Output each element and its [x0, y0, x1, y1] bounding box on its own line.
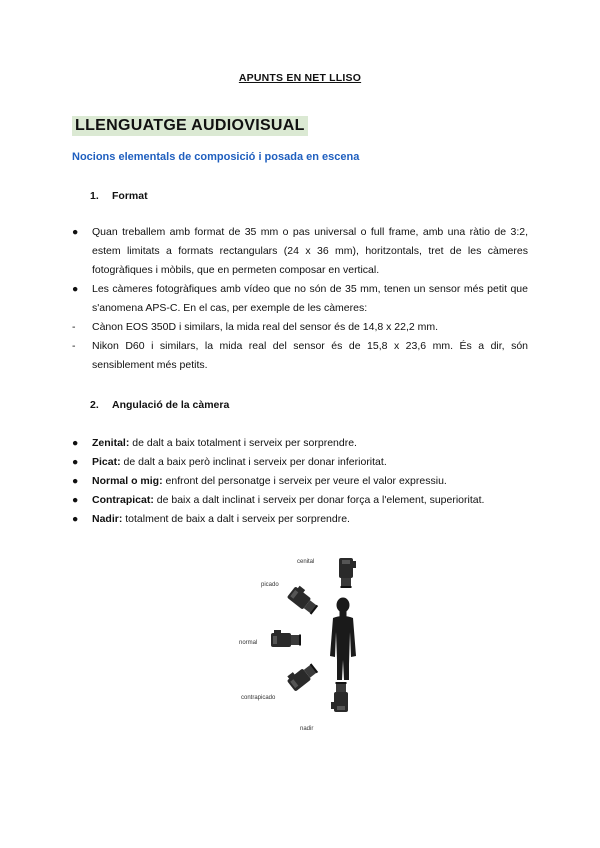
list-item-text: Cànon EOS 350D i similars, la mida real del sensor és de 14,8 x 22,2 mm. [92, 321, 439, 333]
list-item [72, 491, 528, 510]
list-item-text: Les càmeres fotogràfiques amb vídeo que no són de 35 mm, tenen un sensor més petit que s'anomena APS-C. En el cas, per exemple de les càmeres: [92, 283, 528, 314]
dash-marker: - [72, 340, 76, 352]
camera-icon-nadir [331, 682, 348, 712]
list-item [72, 434, 528, 453]
section-2-number: 2. [90, 399, 99, 411]
definition: de dalt a baix però inclinat i serveix per donar inferioritat. [120, 456, 387, 468]
bullet-marker: ● [72, 437, 79, 449]
definition: enfront del personatge i serveix per veure el valor expressiu. [162, 475, 447, 487]
section-1-number: 1. [90, 190, 99, 202]
term: Nadir: [92, 513, 123, 525]
bullet-marker: ● [72, 456, 79, 468]
section-2-heading [90, 399, 229, 411]
bullet-marker: ● [72, 475, 79, 487]
term: Contrapicat: [92, 494, 154, 506]
term: Zenital: [92, 437, 130, 449]
camera-angles-figure [233, 548, 367, 734]
person-silhouette [330, 598, 356, 681]
list-item [72, 337, 528, 375]
list-item [72, 453, 528, 472]
list-item [72, 472, 528, 491]
definition: totalment de baix a dalt i serveix per sorprendre. [122, 513, 350, 525]
bullet-marker: ● [72, 494, 79, 506]
camera-icon-cenital [339, 558, 356, 588]
section-2-list [72, 434, 528, 529]
bullet-marker: ● [72, 283, 79, 295]
dash-marker: - [72, 321, 76, 333]
term: Picat: [92, 456, 121, 468]
camera-icon-contrapicado [285, 660, 319, 692]
list-item [72, 318, 528, 337]
label-picado: picado [261, 582, 279, 588]
section-1-heading [90, 190, 148, 202]
list-item [72, 280, 528, 318]
page-subtitle: Nocions elementals de composició i posada en escena [72, 151, 360, 163]
section-1-title: Format [112, 190, 148, 202]
section-1-list [72, 223, 528, 375]
label-cenital: cenital [297, 559, 315, 565]
camera-icon-normal [271, 630, 301, 647]
list-item [72, 510, 528, 529]
section-2-title: Angulació de la càmera [112, 399, 230, 411]
camera-icon-picado [287, 584, 321, 616]
label-normal: normal [239, 640, 258, 646]
list-item-text: Nikon D60 i similars, la mida real del sensor és de 15,8 x 23,6 mm. És a dir, són sensiblement més petits. [92, 340, 528, 371]
bullet-marker: ● [72, 513, 79, 525]
list-item [72, 223, 528, 280]
definition: de baix a dalt inclinat i serveix per donar força a l'element, superioritat. [153, 494, 485, 506]
definition: de dalt a baix totalment i serveix per sorprendre. [129, 437, 357, 449]
bullet-marker: ● [72, 226, 79, 238]
label-contrapicado: contrapicado [241, 695, 276, 701]
page-title: LLENGUATGE AUDIOVISUAL [72, 116, 308, 136]
label-nadir: nadir [300, 726, 314, 732]
term: Normal o mig: [92, 475, 163, 487]
list-item-text: Quan treballem amb format de 35 mm o pas universal o full frame, amb una ràtio de 3:2, estem limitats a formats rectangulars (24 x 36 mm), horitzontals, tret de les càmeres fotogràfiques i mòbils, que en permeten composar en vertical. [92, 226, 528, 276]
page-header: APUNTS EN NET LLISO [238, 72, 362, 84]
